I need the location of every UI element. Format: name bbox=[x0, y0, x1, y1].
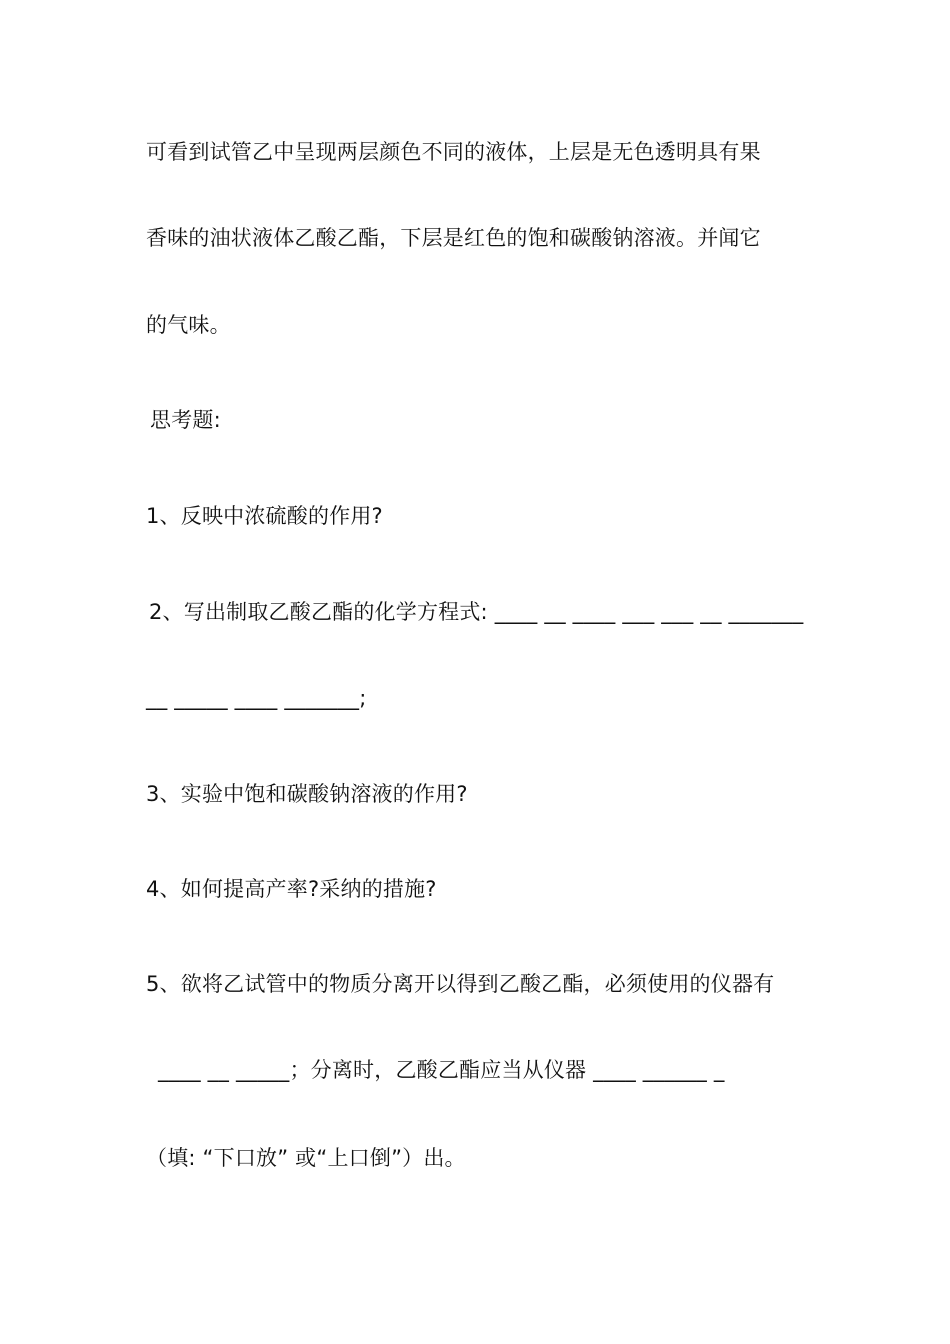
questions-heading: 思考题: bbox=[150, 408, 221, 432]
question-1: 1、反映中浓硫酸的作用? bbox=[146, 504, 383, 528]
paragraph-line-1: 可看到试管乙中呈现两层颜色不同的液体，上层是无色透明具有果 bbox=[146, 140, 761, 164]
question-5-line-1: 5、欲将乙试管中的物质分离开以得到乙酸乙酯，必须使用的仪器有 bbox=[146, 972, 775, 996]
question-3: 3、实验中饱和碳酸钠溶液的作用? bbox=[146, 782, 468, 806]
question-5-line-2: ____ __ _____；分离时，乙酸乙酯应当从仪器 ____ ______ _ bbox=[158, 1058, 725, 1082]
question-2-line-1: 2、写出制取乙酸乙酯的化学方程式: ____ __ ____ ___ ___ __ _______ bbox=[149, 600, 804, 624]
paragraph-line-2: 香味的油状液体乙酸乙酯，下层是红色的饱和碳酸钠溶液。并闻它 bbox=[146, 226, 761, 250]
paragraph-line-3: 的气味。 bbox=[146, 313, 231, 337]
question-4: 4、如何提高产率?采纳的措施? bbox=[146, 877, 437, 901]
question-2-line-2: __ _____ ____ _______; bbox=[146, 686, 367, 710]
question-5-line-3: （填: “下口放” 或“上口倒”）出。 bbox=[146, 1146, 466, 1170]
